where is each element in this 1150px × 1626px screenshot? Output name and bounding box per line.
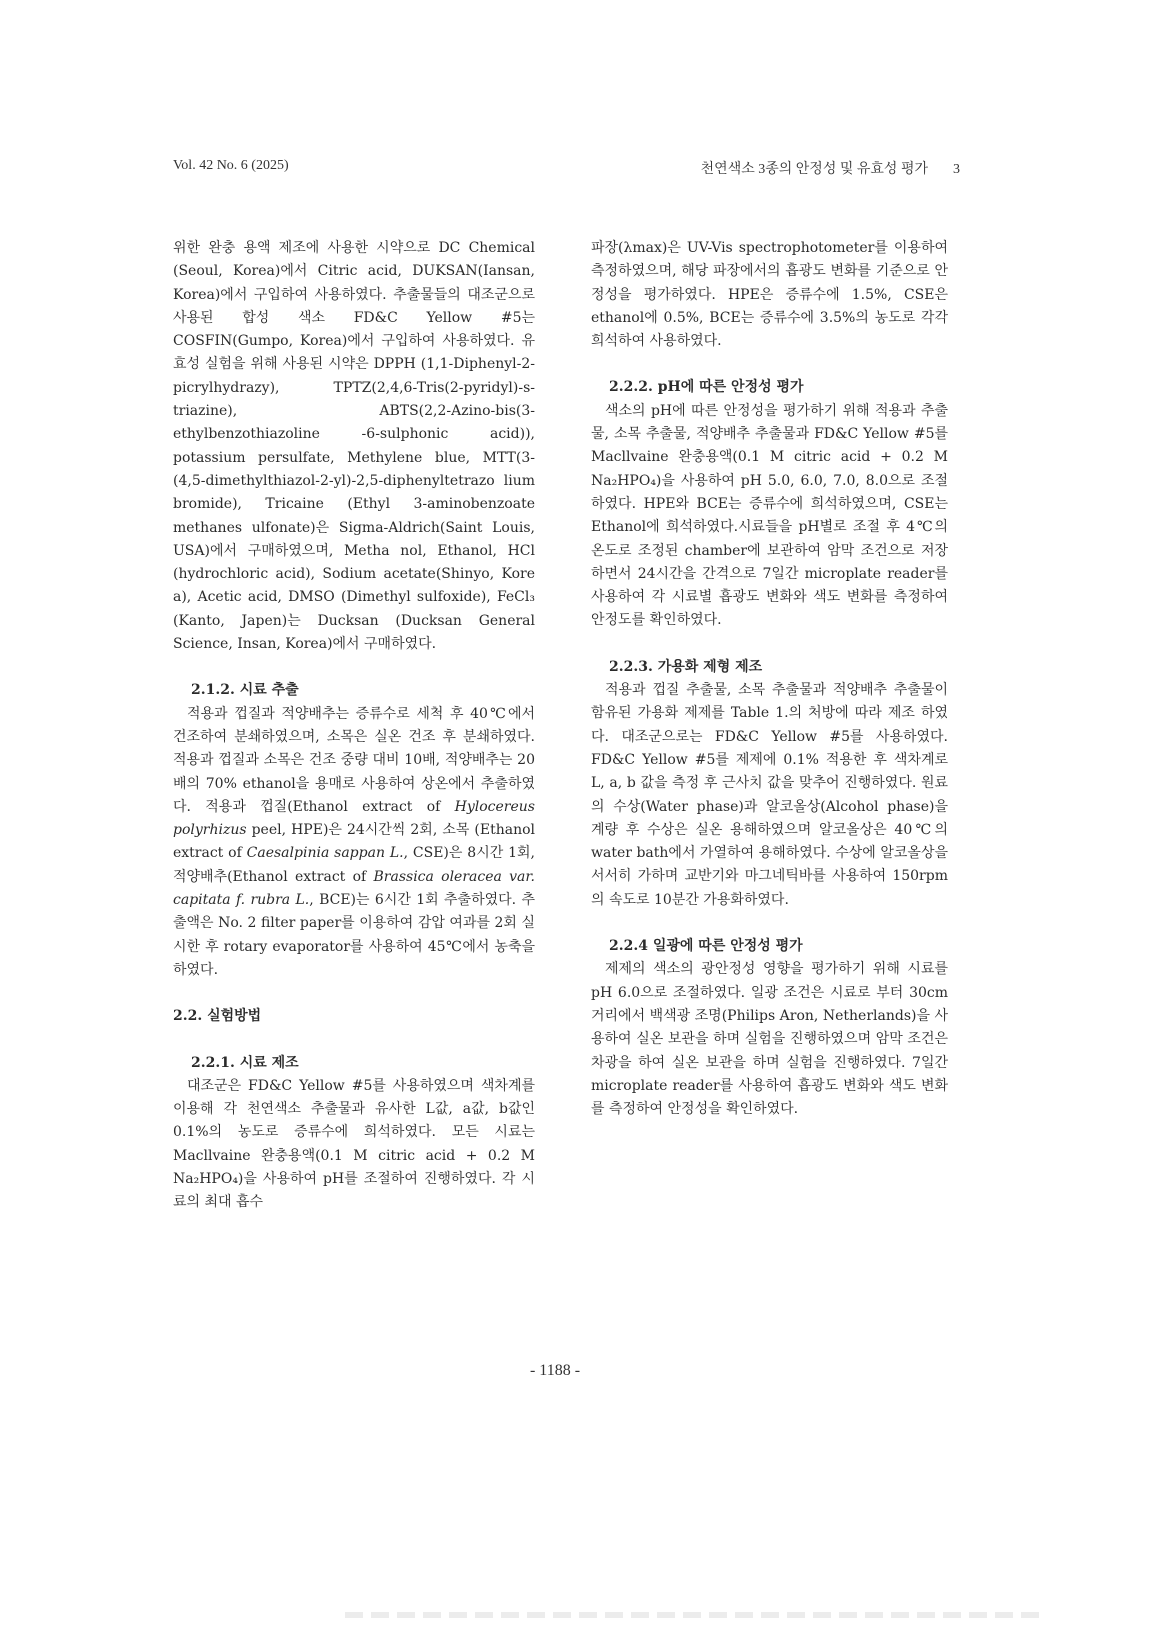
running-title bbox=[701, 158, 960, 178]
paragraph-light-stability: 제제의 색소의 광안정성 영향을 평가하기 위해 시료를 pH 6.0으로 조절하였다. 일광 조건은 시료로 부터 30cm 거리에서 백색광 조명(Philips Aron, Netherlands)을 사용하여 실온 보관을 하며 실험을 진행하였으며 암막 조건은 차광을 하여 실온 보관을 하며 실험을 진행하였다. 7일간 microplate reader를 사용하여 흡광도 변화와 색도 변화를 측정하여 안정성을 확인하였다. bbox=[591, 961, 948, 1118]
paragraph-solubilized-formulation: 적용과 껍질 추출물, 소목 추출물과 적양배추 추출물이 함유된 가용화 제제를 Table 1.의 처방에 따라 제조 하였다. 대조군으로는 FD&C Yellow #5를 사용하였다. FD&C Yellow #5를 제제에 0.1% 적용한 후 색차계로 L, a, b 값을 측정 후 근사치 값을 맞추어 진행하였다. 원료의 수상(Water phase)과 알코올상(Alcohol phase)을 계량 후 수상은 실온 용해하였으며 알코올상은 40℃의 water bath에서 가열하여 용해하였다. 수상에 알코올상을 서서히 가하며 교반기와 마그네틱바를 사용하여 150rpm의 속도로 10분간 가용화하였다. bbox=[591, 682, 948, 908]
heading-2-2-2: 2.2.2. pH에 따른 안정성 평가 bbox=[609, 379, 804, 396]
text-run: , BCE)는 6시간 1회 추출하였다. 추출액은 No. 2 filter paper를 이용하여 감압 여과를 2회 실시한 후 rotary evaporator를 사용하여 45℃에서 농축을 하였다. bbox=[173, 892, 535, 978]
running-title-text: 천연색소 3종의 안정성 및 유효성 평가 bbox=[700, 162, 928, 177]
species-name: Brassica oleracea var. capitata f. rubra L. bbox=[173, 868, 536, 909]
heading-2-1-2: 2.1.2. 시료 추출 bbox=[191, 682, 299, 699]
text-run: peel, HPE)은 24시간씩 2회, 소목 (Ethanol extract of bbox=[173, 822, 535, 862]
heading-2-2-1: 2.2.1. 시료 제조 bbox=[191, 1054, 299, 1071]
left-column bbox=[173, 237, 535, 1215]
heading-2-2: 2.2. 실험방법 bbox=[173, 1008, 262, 1025]
text-run: , CSE)은 8시간 1회, 적양배추(Ethanol extract of bbox=[173, 845, 535, 885]
header-page-number: 3 bbox=[953, 162, 960, 177]
paragraph-reagents: 위한 완충 용액 제조에 사용한 시약으로 DC Chemical (Seoul, Korea)에서 Citric acid, DUKSAN(Iansan, Korea)에서 구입하여 사용하였다. 추출물들의 대조군으로 사용된 합성 색소 FD&C Yellow #5는 COSFIN(Gumpo, Korea)에서 구입하여 사용하였다. 유효성 실험을 위해 사용된 시약은 DPPH (1,1-Diphenyl-2- picrylhydrazy), TPTZ(2,4,6-Tris(2-pyridyl)-s-triazine), ABTS(2,2-Azino-bis(3-ethylbenzothiazoline -6-sulphonic acid)), potassium persulfate, Methylene blue, MTT(3-(4,5-dimethylthiazol-2-yl)-2,5-diphenyltetrazo lium bromide), Tricaine (Ethyl 3-aminobenzoate methanes ulfonate)은 Sigma-Aldrich(Saint Louis, USA)에서 구매하였으며, Metha nol, Ethanol, HCl (hydrochloric acid), Sodium acetate(Shinyo, Kore a), Acetic acid, DMSO (Dimethyl sulfoxide), FeCl₃ (Kanto, Japen)는 Ducksan (Ducksan General Science, Insan, Korea)에서 구매하였다. bbox=[173, 240, 535, 653]
journal-volume-issue: Vol. 42 No. 6 (2025) bbox=[173, 158, 289, 173]
right-column bbox=[591, 237, 948, 1121]
species-name: Hylocereus polyrhizus bbox=[173, 798, 535, 839]
text-run: 적용과 껍질과 적양배추는 증류수로 세척 후 40℃에서 건조하여 분쇄하였으며, 소목은 실온 건조 후 분쇄하였다. 적용과 껍질과 소목은 건조 중량 대비 10배, 적양배추는 20배의 70% ethanol을 용매로 사용하여 상온에서 추출하였다. 적용과 껍질(Ethanol extract of bbox=[173, 705, 535, 815]
heading-2-2-4: 2.2.4 일광에 따른 안정성 평가 bbox=[609, 938, 803, 955]
species-name: Caesalpinia sappan L. bbox=[246, 845, 404, 862]
paragraph-ph-stability: 색소의 pH에 따른 안정성을 평가하기 위해 적용과 추출물, 소목 추출물, 적양배추 추출물과 FD&C Yellow #5를 Macllvaine 완충용액(0.1 M citric acid + 0.2 M Na₂HPO₄)을 사용하여 pH 5.0, 6.0, 7.0, 8.0으로 조절하였다. HPE와 BCE는 증류수에 희석하였으며, CSE는 Ethanol에 희석하였다.시료들을 pH별로 조절 후 4℃의 온도로 조정된 chamber에 보관하여 암막 조건으로 저장하면서 24시간을 간격으로 7일간 microplate reader를 사용하여 각 시료별 흡광도 변화와 색도 변화를 측정하여 안정도를 확인하였다. bbox=[591, 402, 948, 629]
heading-2-2-3: 2.2.3. 가용화 제형 제조 bbox=[609, 658, 763, 675]
page-number: - 1188 - bbox=[529, 1362, 581, 1379]
paragraph-sample-preparation: 대조군은 FD&C Yellow #5를 사용하였으며 색차계를 이용해 각 천연색소 추출물과 유사한 L값, a값, b값인 0.1%의 농도로 증류수에 희석하였다. 모든 시료는 Macllvaine 완충용액(0.1 M citric acid + 0.2 M Na₂HPO₄)을 사용하여 pH를 조절하여 진행하였다. 각 시료의 최대 흡수 bbox=[173, 1077, 535, 1211]
footer-faint-text bbox=[345, 1612, 1045, 1618]
paragraph-continued: 파장(λmax)은 UV-Vis spectrophotometer를 이용하여 측정하였으며, 해당 파장에서의 흡광도 변화를 기준으로 안정성을 평가하였다. HPE은 증류수에 1.5%, CSE은 ethanol에 0.5%, BCE는 증류수에 3.5%의 농도로 각각 희석하여 사용하였다. bbox=[591, 240, 948, 350]
paragraph-sample-extraction bbox=[173, 703, 535, 983]
